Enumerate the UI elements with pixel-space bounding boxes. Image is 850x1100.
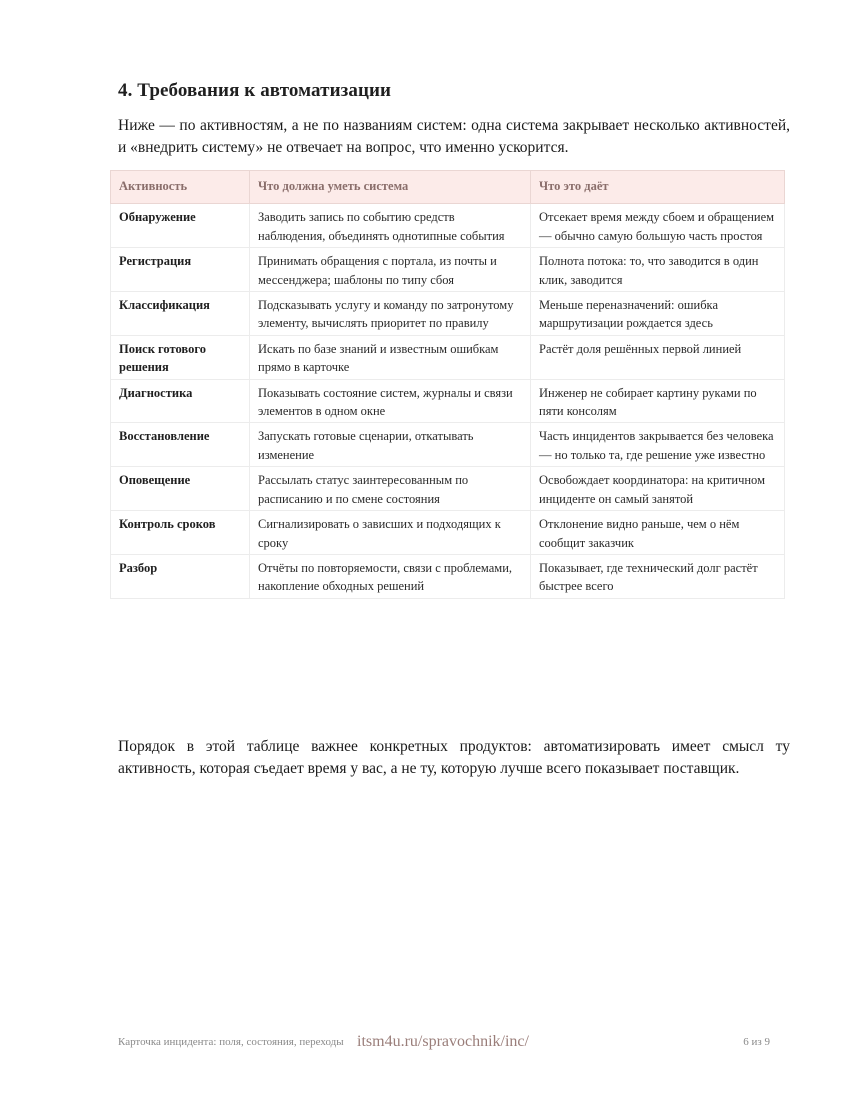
- section-title: 4. Требования к автоматизации: [118, 80, 392, 101]
- table-row: [111, 554, 785, 598]
- footer-site-link[interactable]: itsm4u.ru/spravochnik/inc/: [357, 1033, 529, 1050]
- activity-cell: Контроль сроков: [111, 511, 250, 555]
- benefit-cell: Часть инцидентов закрывается без человека — но только та, где решение уже известно: [531, 423, 785, 467]
- capability-cell: Принимать обращения с портала, из почты и мессенджера; шаблоны по типу сбоя: [250, 248, 531, 292]
- outro-paragraph: Порядок в этой таблице важнее конкретных продуктов: автоматизировать имеет смысл ту активность, которая съедает время у вас, а не ту, которую лучше всего показывает поставщик.: [118, 738, 790, 777]
- capability-cell: Показывать состояние систем, журналы и связи элементов в одном окне: [250, 379, 531, 423]
- column-header-activity: Активность: [111, 171, 250, 204]
- table-row: [111, 423, 785, 467]
- benefit-cell: Отклонение видно раньше, чем о нём сообщит заказчик: [531, 511, 785, 555]
- activity-cell: Восстановление: [111, 423, 250, 467]
- activities-table: [110, 170, 785, 599]
- footer-document-title: Карточка инцидента: поля, состояния, переходы: [118, 1036, 344, 1048]
- benefit-cell: Растёт доля решённых первой линией: [531, 335, 785, 379]
- benefit-cell: Отсекает время между сбоем и обращением — обычно самую большую часть простоя: [531, 204, 785, 248]
- capability-cell: Рассылать статус заинтересованным по расписанию и по смене состояния: [250, 467, 531, 511]
- activity-cell: Поиск готового решения: [111, 335, 250, 379]
- footer-page-number: 6 из 9: [743, 1036, 770, 1048]
- benefit-cell: Освобождает координатора: на критичном инциденте он самый занятой: [531, 467, 785, 511]
- activities-table-wrapper: [110, 170, 784, 599]
- activity-cell: Классификация: [111, 292, 250, 336]
- activity-cell: Обнаружение: [111, 204, 250, 248]
- table-row: [111, 248, 785, 292]
- table-row: [111, 511, 785, 555]
- table-row: [111, 204, 785, 248]
- activity-cell: Регистрация: [111, 248, 250, 292]
- capability-cell: Подсказывать услугу и команду по затронутому элементу, вычислять приоритет по правилу: [250, 292, 531, 336]
- capability-cell: Запускать готовые сценарии, откатывать изменение: [250, 423, 531, 467]
- benefit-cell: Показывает, где технический долг растёт быстрее всего: [531, 554, 785, 598]
- capability-cell: Заводить запись по событию средств наблюдения, объединять однотипные события: [250, 204, 531, 248]
- capability-cell: Отчёты по повторяемости, связи с проблемами, накопление обходных решений: [250, 554, 531, 598]
- activity-cell: Диагностика: [111, 379, 250, 423]
- activity-cell: Разбор: [111, 554, 250, 598]
- intro-paragraph: Ниже — по активностям, а не по названиям систем: одна система закрывает несколько активностей, и «внедрить систему» не отвечает на вопрос, что именно ускорится.: [118, 117, 790, 156]
- table-row: [111, 292, 785, 336]
- column-header-capability: Что должна уметь система: [250, 171, 531, 204]
- capability-cell: Искать по базе знаний и известным ошибкам прямо в карточке: [250, 335, 531, 379]
- benefit-cell: Меньше переназначений: ошибка маршрутизации рождается здесь: [531, 292, 785, 336]
- page-footer: [118, 1033, 770, 1053]
- table-row: [111, 379, 785, 423]
- capability-cell: Сигнализировать о зависших и подходящих к сроку: [250, 511, 531, 555]
- benefit-cell: Инженер не собирает картину руками по пяти консолям: [531, 379, 785, 423]
- table-header-row: [111, 171, 785, 204]
- column-header-benefit: Что это даёт: [531, 171, 785, 204]
- activity-cell: Оповещение: [111, 467, 250, 511]
- table-row: [111, 467, 785, 511]
- table-row: [111, 335, 785, 379]
- benefit-cell: Полнота потока: то, что заводится в один клик, заводится: [531, 248, 785, 292]
